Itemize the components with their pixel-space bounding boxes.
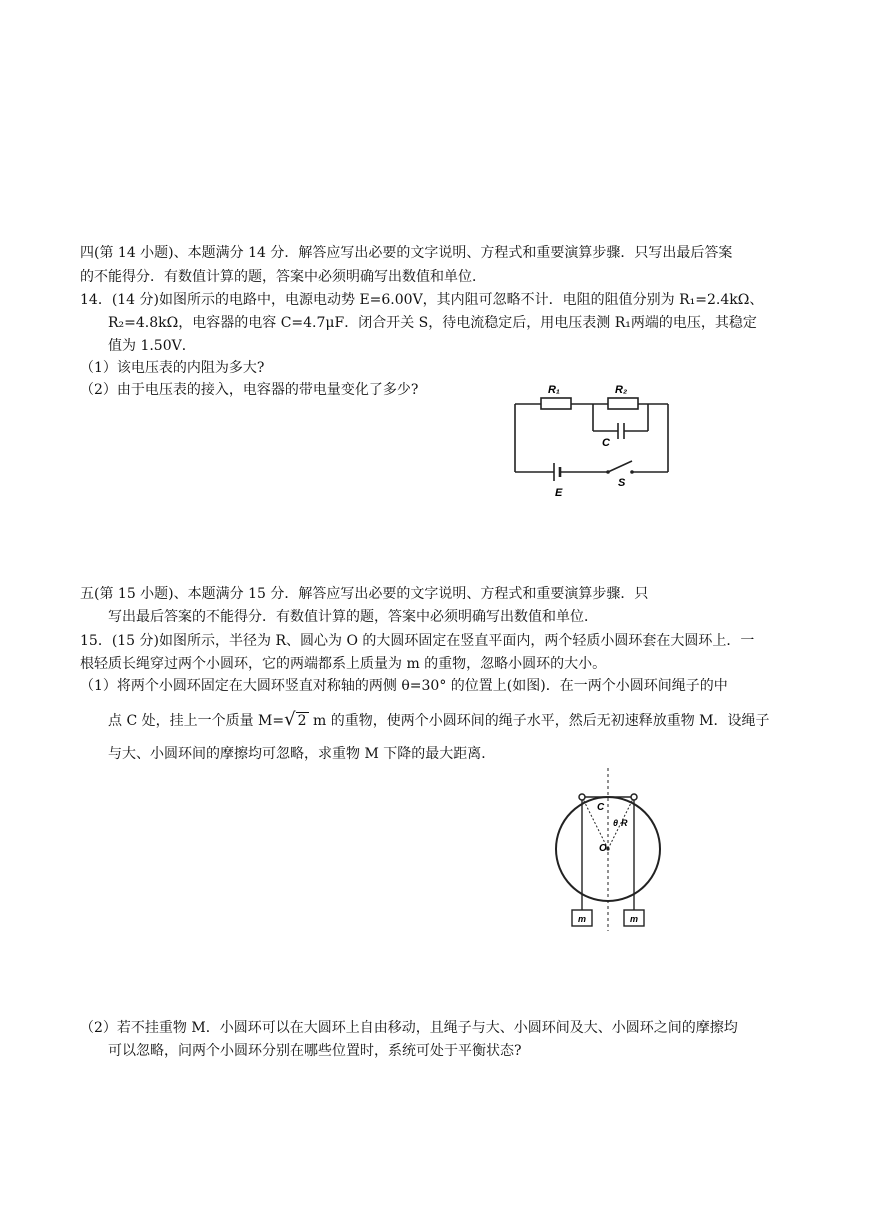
- sqrt-sign: √: [284, 709, 296, 730]
- small-ring-left: [579, 794, 585, 800]
- q15-subquestion-2-line1: （2）若不挂重物 M．小圆环可以在大圆环上自由移动，且绳子与大、小圆环间及大、小圆环之间的摩擦均: [80, 1020, 738, 1036]
- section4-header-line1: 四(第 14 小题)、本题满分 14 分．解答应写出必要的文字说明、方程式和重要演算步骤．只写出最后答案: [80, 245, 733, 261]
- circuit-diagram: [508, 378, 688, 506]
- section4-header-line2: 的不能得分．有数值计算的题，答案中必须明确写出数值和单位．: [80, 269, 486, 285]
- label-o: O: [599, 843, 607, 854]
- q15-sub1-line2-part-b: m 的重物，使两个小圆环间的绳子水平，然后无初速释放重物 M．设绳子: [308, 713, 770, 729]
- label-c: C: [602, 437, 610, 449]
- ring-diagram: [550, 766, 670, 936]
- label-m-right: m: [630, 914, 639, 924]
- q15-stem-line1: 15．(15 分)如图所示，半径为 R、圆心为 O 的大圆环固定在竖直平面内，两个轻质小圆环套在大圆环上．一: [80, 633, 755, 649]
- resistor-r2: [608, 398, 638, 409]
- label-c: C: [597, 802, 605, 813]
- q14-stem-line2: R₂=4.8kΩ，电容器的电容 C=4.7μF．闭合开关 S，待电流稳定后，用电压表测 R₁两端的电压，其稳定: [108, 315, 757, 331]
- label-e: E: [555, 487, 563, 499]
- q14-stem-line1: 14．(14 分)如图所示的电路中，电源电动势 E=6.00V，其内阻可忽略不计．电阻的阻值分别为 R₁=2.4kΩ、: [80, 292, 764, 308]
- q15-subquestion-1-line1: （1）将两个小圆环固定在大圆环竖直对称轴的两侧 θ=30° 的位置上(如图)．在一两个小圆环间绳子的中: [80, 678, 728, 694]
- q15-subquestion-2-line2: 可以忽略，问两个小圆环分别在哪些位置时，系统可处于平衡状态?: [108, 1043, 522, 1059]
- section5-header-line2: 写出最后答案的不能得分．有数值计算的题，答案中必须明确写出数值和单位．: [108, 609, 598, 625]
- label-r: R: [621, 818, 628, 828]
- switch-blade: [608, 461, 632, 472]
- label-m-left: m: [578, 914, 587, 924]
- q15-sub1-line2-part-a: 点 C 处，挂上一个质量 M=: [108, 713, 285, 729]
- label-r2: R₂: [615, 384, 628, 396]
- label-r1: R₁: [548, 384, 560, 396]
- center-point: [606, 847, 609, 850]
- q14-stem-line3: 值为 1.50V．: [108, 338, 196, 354]
- resistor-r1: [541, 398, 571, 409]
- q15-subquestion-1-line3: 与大、小圆环间的摩擦均可忽略，求重物 M 下降的最大距离．: [108, 746, 496, 762]
- q14-subquestion-2: （2）由于电压表的接入，电容器的带电量变化了多少?: [80, 382, 419, 398]
- q15-subquestion-1-line2: [108, 710, 770, 731]
- q15-stem-line2: 根轻质长绳穿过两个小圆环，它的两端都系上质量为 m 的重物，忽略小圆环的大小。: [80, 656, 607, 672]
- label-theta: θ: [613, 818, 619, 828]
- label-s: S: [618, 477, 626, 489]
- section5-header-line1: 五(第 15 小题)、本题满分 15 分．解答应写出必要的文字说明、方程式和重要演算步骤．只: [80, 586, 649, 602]
- small-ring-right: [631, 794, 637, 800]
- q14-subquestion-1: （1）该电压表的内阻为多大?: [80, 360, 265, 376]
- sqrt-argument: 2: [297, 713, 307, 729]
